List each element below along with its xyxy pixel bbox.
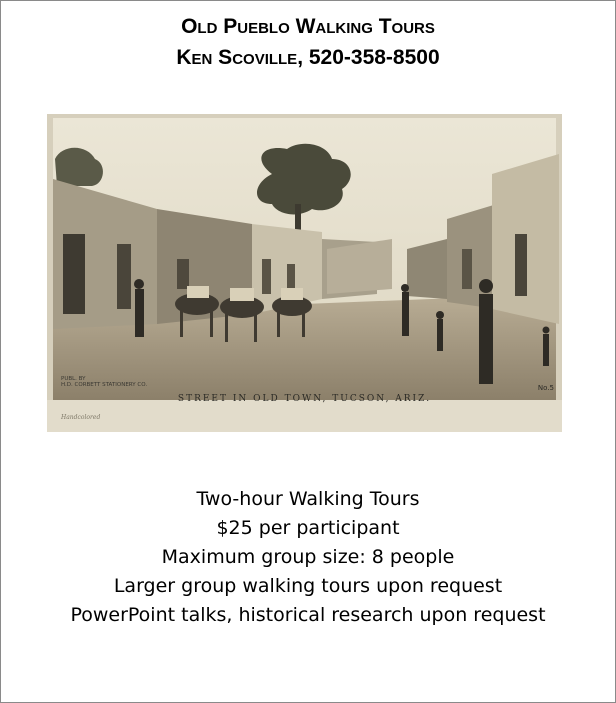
- photo-caption: STREET IN OLD TOWN, TUCSON, ARIZ.: [177, 394, 432, 404]
- detail-duration: Two-hour Walking Tours: [196, 488, 420, 510]
- plate-number: No.5: [537, 384, 554, 392]
- contact-line: Ken Scoville, 520-358-8500: [176, 46, 440, 69]
- tour-details: [1, 485, 615, 630]
- photo-mark: Handcolored: [61, 414, 101, 421]
- detail-large-groups: Larger group walking tours upon request: [113, 575, 503, 597]
- flyer-title: Old Pueblo Walking Tours: [181, 15, 435, 38]
- detail-talks: PowerPoint talks, historical research upon request: [70, 604, 546, 626]
- detail-price: $25 per participant: [216, 517, 400, 539]
- detail-group-size: Maximum group size: 8 people: [161, 546, 455, 568]
- photo-publisher: PUBL. BY H.D. CORBETT STATIONERY CO.: [61, 376, 148, 388]
- flyer-header: [1, 11, 615, 73]
- historic-street-photo: [47, 114, 562, 432]
